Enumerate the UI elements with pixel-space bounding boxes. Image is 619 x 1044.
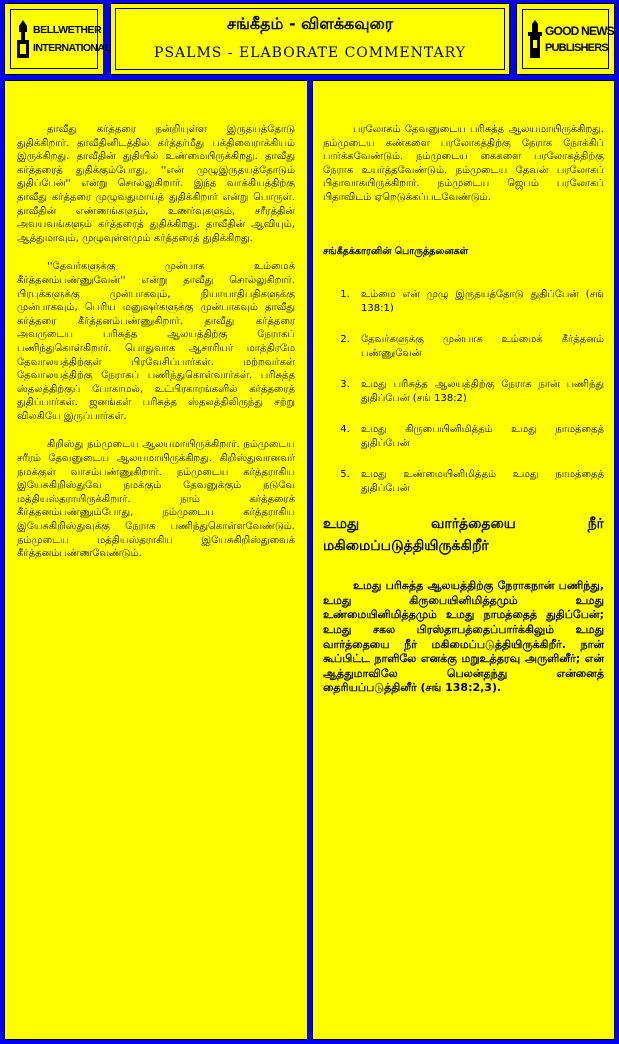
list-item: 1. உம்மை என் முழு இருதயத்தோடு துதிப்பேன் (சங் 138:1) <box>353 288 604 316</box>
tower-icon <box>527 18 543 60</box>
scripture-quote: உமது பரிசுத்த ஆலயத்திற்கு நேராகநான் பணிந்து, உமது கிருபையினிமித்தமும் உமது உண்மையினிமித்தமும் உமது நாமத்தைத் துதிப்பேன்; உமது சகல பிரஸ்தாபத்தைப்பார்க்கிலும் உமது வார்த்தையை நீர் மகிமைப்படுத்தியிருக்கிறீர். நான் கூப்பிட்ட நாளிலே எனக்கு மறுஉத்தரவு அருளினீர்; என் ஆத்துமாவிலே பெலன்தந்து என்னைத் தைரியப்படுத்தினீர் (சங் 138:2,3). <box>323 579 604 695</box>
good-news-logo <box>525 16 614 62</box>
logo-left-line2: INTERNATIONAL <box>33 42 111 54</box>
title-english: PSALMS - ELABORATE COMMENTARY <box>154 45 466 61</box>
sheep-icon <box>15 18 31 60</box>
list-item: 4. உமது கிருபையினிமித்தம் உமது நாமத்தைத் துதிப்பேன் <box>353 423 604 451</box>
logo-right-line2: PUBLISHERS <box>545 42 608 54</box>
logo-left-line1: BELLWETHER <box>33 24 102 36</box>
right-column-text <box>313 81 614 696</box>
bellwether-logo-panel <box>4 3 111 75</box>
left-column-text <box>5 81 307 561</box>
title-frame <box>115 8 505 70</box>
intro-paragraph: பரலோகம் தேவனுடைய பரிசுத்த ஆலயமாயிருக்கிறது. நம்முடைய கண்களை பரலோகத்திற்கு நேராக நோக்கிப் பார்க்கவேண்டும். நம்முடைய கைகளை பரலோகத்திற்கு நேராக உயர்த்தவேண்டும். நம்முடைய தேவன் பரலோகப் பிதாவாகயிருக்கிறார். நம்முடைய ஜெபம் பரலோகப் பிதாவிடம் ஏறெடுக்கப்படவேண்டும். <box>323 124 604 203</box>
section-heading: உமது வார்த்தையை நீர் மகிமைப்படுத்தியிருக்கிறீர் <box>323 516 604 555</box>
list-item: 2. தேவர்களுக்கு முன்பாக உம்மைக் கீர்த்தனம் பண்ணுவேன் <box>353 333 604 361</box>
good-news-logo-panel <box>516 3 615 75</box>
title-tamil: சங்கீதம் - விளக்கவுரை <box>226 14 393 33</box>
paragraph: ''தேவர்களுக்கு முன்பாக உம்மைக் கீர்த்தனம்பண்ணுவேன்'' என்று தாவீது சொல்லுகிறார். பிரபுக்களுக்கு முன்பாகவும், நியாயாதிபதிகளுக்கு முன்பாகவும், பெரிய மனுஷர்களுக்கு முன்பாகவும் தாவீது கர்த்தரை கீர்த்தனம்பண்ணுகிறார். தாவீது கர்த்தரை அவருடைய பரிசுத்த ஆலயத்திற்கு நேராகப் பணிந்துகொள்கிறார். பொதுவாக ஆசாரியர் மாத்திரமே தேவாலயத்திற்குள் பிரவேசிப்பார்கள். மற்றவர்கள் தேவாலயத்திற்கு நேராகப் பணிந்துகொள்வார்கள். பரிசுத்த ஸ்தலத்திற்குப் போகாமல், உட்பிரகாரங்களில் கர்த்தரைத் துதிப்பார்கள். ஜனங்கள் பரிசுத்த ஸ்தலத்திலிருந்து சற்று விலகியே இருப்பார்கள். <box>17 261 295 422</box>
paragraph: கிறிஸ்து நம்முடைய ஆலயமாயிருக்கிறார். நம்முடைய சரீரம் தேவனுடைய ஆலயமாயிருக்கிறது. கிறிஸ்துவானவர் நமக்குள் வாசம்பண்ணுகிறார். நம்முடைய கர்த்தராகிய இயேசுகிறிஸ்துவே நமக்கும் தேவனுக்கும் நடுவே மத்தியஸ்தராயிருக்கிறார். நாம் கர்த்தரைக் கீர்த்தனம்பண்ணும்போது, நம்முடைய கர்த்தராகிய இயேசுகிறிஸ்துவுக்கு நேராக பணிந்துகொள்ளவேண்டும். நம்முடைய மத்தியஸ்தராகிய இயேசுகிறிஸ்துவைக் கீர்த்தனம்பண்ணவேண்டும். <box>17 439 295 560</box>
title-panel <box>110 3 510 75</box>
right-column <box>312 80 615 1040</box>
left-column <box>4 80 308 1040</box>
list-item: 3. உமது பரிசுத்த ஆலயத்திற்கு நேராக நான் பணிந்து துதிப்பேன் (சங் 138:2) <box>353 378 604 406</box>
paragraph: தாவீது கர்த்தரை நன்றியுள்ள இருதயத்தோடு துதிக்கிறார். தாவீதினிடத்தில் கர்த்தர்மீது பக்திவைராக்கியம் இருக்கிறது. தாவீதின் துதியில் உண்மையிருக்கிறது. தாவீது கர்த்தரைத் துதிக்கும்போது, ''என் முழுஇருதயத்தோடும் துதிப்பேன்'' என்று சொல்லுகிறார். இந்த வாக்கியத்திற்கு தாவீது கர்த்தரை முழுவதுமாய்த் துதிக்கிறார் என்று பொருள். தாவீதின் எண்ணங்களும், உணர்வுகளும், சரீரத்தின் அவயவங்களும் கர்த்தரைத் துதிக்கிறது. தாவீதின் ஆவியும், ஆத்துமாவும், முழுவுள்ளமும் கர்த்தரைத் துதிக்கிறது. <box>17 124 295 244</box>
bellwether-logo <box>13 16 111 62</box>
vows-list <box>323 288 604 496</box>
list-item: 5. உமது உண்மையினிமித்தம் உமது நாமத்தைத் துதிப்பேன் <box>353 468 604 496</box>
logo-right-line1: GOOD NEWS <box>545 24 614 38</box>
vows-heading: சங்கீதக்காரனின் பொருத்தனைகள் <box>323 245 469 257</box>
